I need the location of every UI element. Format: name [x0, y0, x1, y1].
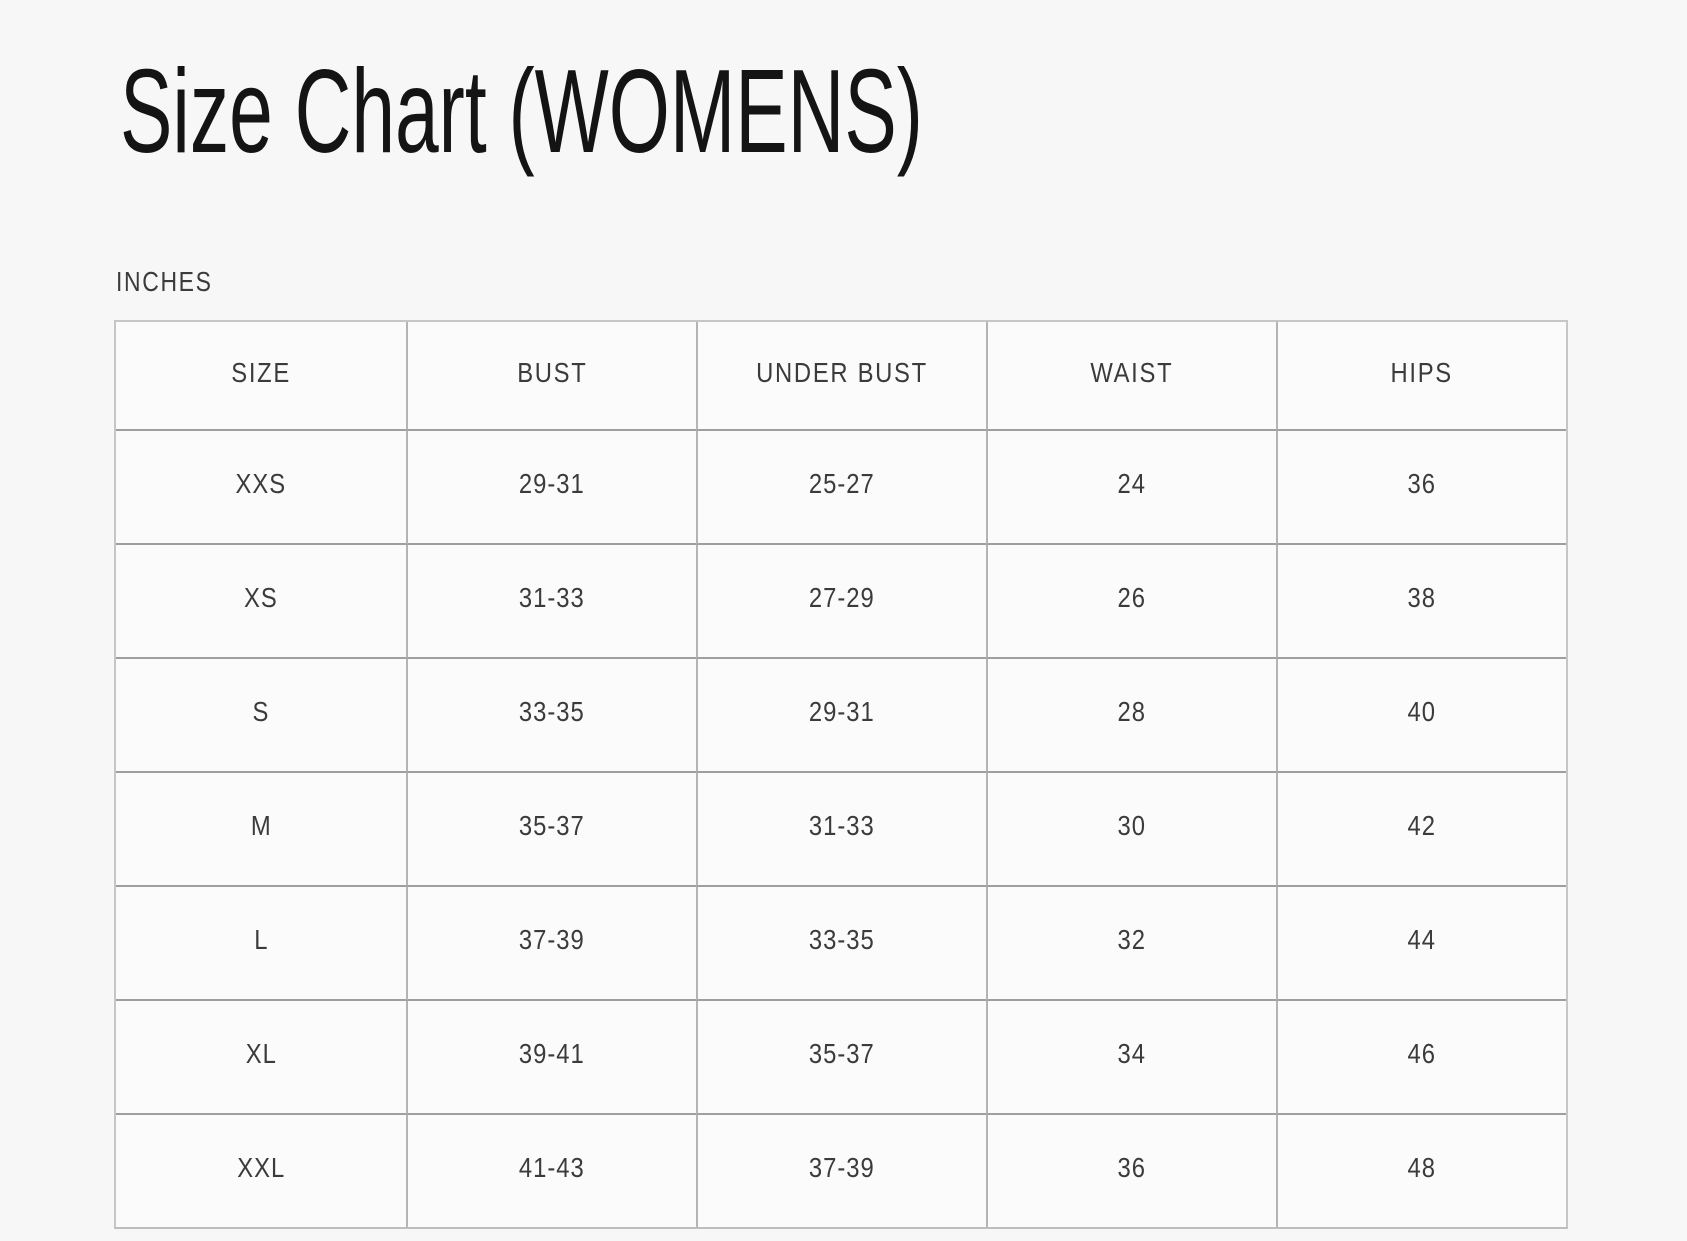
hips-value: 38 — [1407, 582, 1437, 613]
table-row-xl — [116, 1001, 1566, 1115]
size-value: XXL — [236, 1152, 286, 1183]
column-header-under-bust — [696, 322, 986, 431]
bust-value: 33-35 — [519, 696, 585, 727]
under-bust-cell — [696, 773, 986, 887]
under-bust-value: 27-29 — [809, 582, 875, 613]
size-chart-table — [114, 320, 1568, 1229]
under-bust-cell — [696, 1001, 986, 1115]
waist-cell — [986, 659, 1276, 773]
bust-cell — [406, 659, 696, 773]
waist-cell — [986, 887, 1276, 1001]
size-cell — [116, 659, 406, 773]
waist-value: 32 — [1117, 924, 1147, 955]
size-cell — [116, 1115, 406, 1227]
waist-value: 30 — [1117, 810, 1147, 841]
size-value: XL — [245, 1038, 277, 1069]
under-bust-value: 25-27 — [809, 468, 875, 499]
column-header-size-label: SIZE — [231, 356, 291, 388]
hips-value: 36 — [1407, 468, 1437, 499]
waist-value: 24 — [1117, 468, 1147, 499]
column-header-hips-label: HIPS — [1390, 356, 1454, 388]
waist-value: 28 — [1117, 696, 1147, 727]
column-header-waist-label: WAIST — [1090, 356, 1174, 388]
column-header-under-bust-label: UNDER BUST — [756, 356, 928, 388]
hips-value: 46 — [1407, 1038, 1437, 1069]
hips-cell — [1276, 431, 1566, 545]
waist-value: 36 — [1117, 1152, 1147, 1183]
under-bust-value: 35-37 — [809, 1038, 875, 1069]
under-bust-cell — [696, 659, 986, 773]
hips-cell — [1276, 545, 1566, 659]
under-bust-value: 33-35 — [809, 924, 875, 955]
hips-value: 42 — [1407, 810, 1437, 841]
size-value: XS — [244, 582, 278, 613]
size-cell — [116, 773, 406, 887]
hips-cell — [1276, 1115, 1566, 1227]
bust-value: 31-33 — [519, 582, 585, 613]
table-row-l — [116, 887, 1566, 1001]
column-header-size — [116, 322, 406, 431]
hips-cell — [1276, 1001, 1566, 1115]
waist-cell — [986, 545, 1276, 659]
column-header-bust-label: BUST — [516, 356, 588, 388]
table-row-xs — [116, 545, 1566, 659]
waist-cell — [986, 431, 1276, 545]
page-title-text: Size Chart (WOMENS) — [120, 45, 923, 178]
under-bust-cell — [696, 1115, 986, 1227]
bust-cell — [406, 545, 696, 659]
bust-value: 35-37 — [519, 810, 585, 841]
under-bust-cell — [696, 887, 986, 1001]
under-bust-value: 29-31 — [809, 696, 875, 727]
bust-cell — [406, 431, 696, 545]
hips-cell — [1276, 659, 1566, 773]
units-label-text: INCHES — [116, 266, 213, 297]
size-value: XXS — [235, 468, 287, 499]
hips-value: 48 — [1407, 1152, 1437, 1183]
table-row-xxs — [116, 431, 1566, 545]
column-header-waist — [986, 322, 1276, 431]
bust-cell — [406, 887, 696, 1001]
bust-value: 39-41 — [519, 1038, 585, 1069]
waist-value: 26 — [1117, 582, 1147, 613]
waist-cell — [986, 1115, 1276, 1227]
units-label — [116, 266, 234, 298]
bust-value: 29-31 — [519, 468, 585, 499]
page-title — [120, 42, 1337, 182]
size-cell — [116, 1001, 406, 1115]
bust-value: 37-39 — [519, 924, 585, 955]
size-cell — [116, 545, 406, 659]
bust-cell — [406, 1001, 696, 1115]
column-header-bust — [406, 322, 696, 431]
waist-cell — [986, 773, 1276, 887]
waist-cell — [986, 1001, 1276, 1115]
hips-value: 40 — [1407, 696, 1437, 727]
size-cell — [116, 431, 406, 545]
bust-value: 41-43 — [519, 1152, 585, 1183]
under-bust-value: 31-33 — [809, 810, 875, 841]
header-row — [116, 322, 1566, 431]
hips-value: 44 — [1407, 924, 1437, 955]
bust-cell — [406, 1115, 696, 1227]
bust-cell — [406, 773, 696, 887]
table-row-m — [116, 773, 1566, 887]
under-bust-cell — [696, 431, 986, 545]
table-row-xxl — [116, 1115, 1566, 1227]
waist-value: 34 — [1117, 1038, 1147, 1069]
size-cell — [116, 887, 406, 1001]
table-row-s — [116, 659, 1566, 773]
hips-cell — [1276, 773, 1566, 887]
size-value: S — [252, 696, 270, 727]
column-header-hips — [1276, 322, 1566, 431]
under-bust-value: 37-39 — [809, 1152, 875, 1183]
size-value: M — [250, 810, 272, 841]
under-bust-cell — [696, 545, 986, 659]
hips-cell — [1276, 887, 1566, 1001]
size-value: L — [253, 924, 269, 955]
